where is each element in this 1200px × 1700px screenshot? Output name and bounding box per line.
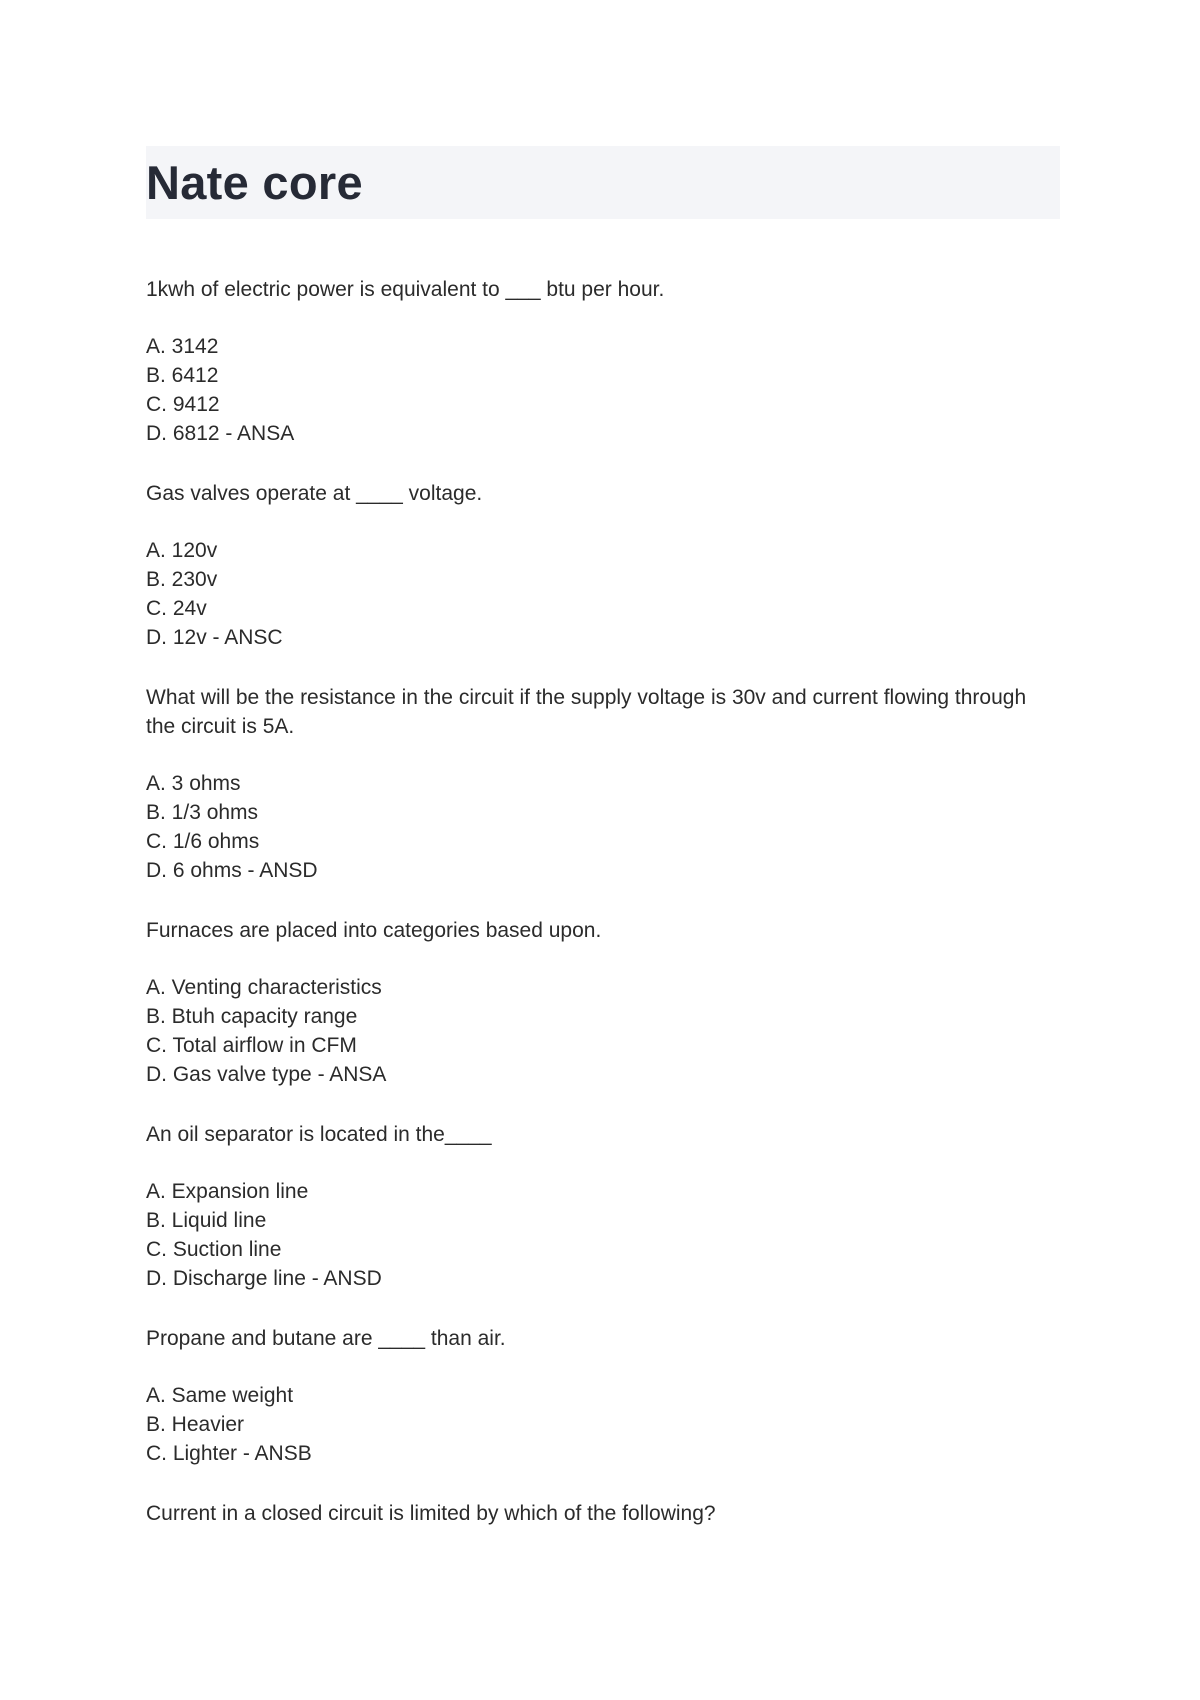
answer-option: B. 6412 — [146, 364, 219, 387]
answer-option: A. Expansion line — [146, 1180, 309, 1203]
answer-option: D. 6 ohms - ANSD — [146, 859, 318, 882]
answer-option: D. 6812 - ANSA — [146, 422, 295, 445]
document-page — [146, 146, 1060, 1559]
answer-option: D. Gas valve type - ANSA — [146, 1063, 387, 1086]
answer-option: B. 230v — [146, 568, 218, 591]
answer-option: C. Total airflow in CFM — [146, 1034, 357, 1057]
page-title: Nate core — [146, 156, 363, 209]
answer-option: C. 9412 — [146, 393, 220, 416]
question-block — [146, 275, 1060, 448]
question-block — [146, 1324, 1060, 1468]
answer-option: A. 3 ohms — [146, 772, 241, 795]
answer-option: C. 24v — [146, 597, 207, 620]
question-block — [146, 1499, 1060, 1528]
answer-options — [146, 769, 1060, 885]
question-text: Furnaces are placed into categories based upon. — [146, 919, 602, 942]
answer-option: A. Venting characteristics — [146, 976, 382, 999]
question-block — [146, 479, 1060, 652]
answer-options — [146, 536, 1060, 652]
question-text: Propane and butane are ____ than air. — [146, 1327, 506, 1350]
answer-option: D. 12v - ANSC — [146, 626, 283, 649]
answer-option: A. Same weight — [146, 1384, 294, 1407]
answer-option: B. Heavier — [146, 1413, 245, 1436]
question-block — [146, 1120, 1060, 1293]
answer-option: A. 120v — [146, 539, 218, 562]
answer-options — [146, 332, 1060, 448]
answer-options — [146, 1177, 1060, 1293]
answer-option: C. Lighter - ANSB — [146, 1442, 312, 1465]
answer-option: D. Discharge line - ANSD — [146, 1267, 382, 1290]
answer-option: B. Btuh capacity range — [146, 1005, 358, 1028]
question-text: 1kwh of electric power is equivalent to ___ btu per hour. — [146, 278, 665, 301]
question-block — [146, 683, 1060, 885]
answer-option: B. 1/3 ohms — [146, 801, 259, 824]
title-banner — [146, 146, 1060, 219]
question-block — [146, 916, 1060, 1089]
answer-option: C. 1/6 ohms — [146, 830, 260, 853]
answer-options — [146, 1381, 1060, 1468]
answer-option: A. 3142 — [146, 335, 219, 358]
question-text: An oil separator is located in the____ — [146, 1123, 492, 1146]
question-text: What will be the resistance in the circuit if the supply voltage is 30v and current flowing through the circuit is 5A. — [146, 686, 1027, 738]
question-text: Gas valves operate at ____ voltage. — [146, 482, 483, 505]
answer-options — [146, 973, 1060, 1089]
answer-option: B. Liquid line — [146, 1209, 267, 1232]
answer-option: C. Suction line — [146, 1238, 282, 1261]
question-text: Current in a closed circuit is limited by which of the following? — [146, 1502, 716, 1525]
